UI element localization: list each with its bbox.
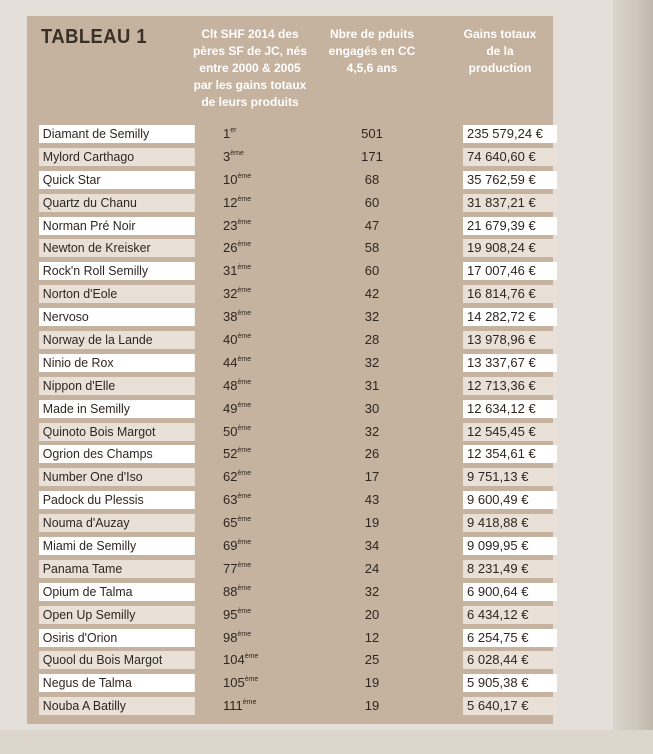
product-count: 34 [364, 538, 380, 554]
table-row [27, 421, 553, 444]
rank-number: 44 [223, 354, 238, 370]
table-row [27, 443, 553, 466]
header-rank: Clt SHF 2014 des pères SF de JC, nés entre 2000 & 2005 par les gains totaux de leurs produits [192, 27, 308, 109]
rank [223, 651, 293, 669]
table-row [27, 215, 553, 238]
horse-name: Nervoso [39, 308, 195, 326]
table-row [27, 237, 553, 260]
table-row [27, 306, 553, 329]
rank-number: 31 [223, 263, 238, 279]
rank-number: 65 [223, 515, 238, 531]
total-gains: 35 762,59 € [463, 171, 557, 189]
rank-suffix: ème [237, 333, 252, 341]
rank-number: 63 [223, 492, 238, 508]
horse-name: Ogrion des Champs [39, 445, 195, 463]
total-gains: 9 418,88 € [463, 514, 557, 532]
table-row [27, 375, 553, 398]
horse-name: Open Up Semilly [39, 606, 195, 624]
table-row [27, 695, 553, 718]
rank-suffix: er [230, 127, 237, 134]
product-count: 31 [364, 377, 380, 393]
horse-name: Made in Semilly [39, 400, 195, 418]
total-gains: 9 600,49 € [463, 491, 557, 509]
horse-name: Norman Pré Noir [39, 217, 195, 235]
product-count: 28 [364, 332, 380, 348]
page-bottom [0, 730, 653, 754]
rank-number: 50 [223, 423, 238, 439]
rank [223, 148, 293, 166]
product-count: 19 [364, 515, 380, 531]
horse-name: Quick Star [39, 171, 195, 189]
rank [223, 194, 293, 212]
rank-number: 38 [223, 309, 238, 325]
horse-name: Norway de la Lande [39, 331, 195, 349]
horse-name: Mylord Carthago [39, 148, 195, 166]
horse-name: Padock du Plessis [39, 491, 195, 509]
product-count: 20 [364, 606, 380, 622]
product-count: 32 [364, 583, 380, 599]
table-panel [27, 16, 553, 724]
rank-suffix: ème [237, 287, 252, 295]
total-gains: 5 905,38 € [463, 674, 557, 692]
rank-suffix: ème [237, 607, 252, 615]
rank-suffix: ème [237, 264, 252, 272]
rank [223, 423, 293, 441]
total-gains: 235 579,24 € [463, 125, 557, 143]
horse-name: Miami de Semilly [39, 537, 195, 555]
rank-suffix: ème [237, 195, 252, 203]
table-row [27, 260, 553, 283]
header-gains: Gains totaux de la production [463, 27, 537, 75]
rank-number: 111 [223, 698, 243, 714]
total-gains: 5 640,17 € [463, 697, 557, 715]
rank [223, 239, 293, 257]
rank-suffix: ème [244, 653, 259, 661]
rank-suffix: ème [230, 149, 244, 157]
horse-name: Quool du Bois Margot [39, 651, 195, 669]
table-row [27, 649, 553, 672]
total-gains: 13 978,96 € [463, 331, 557, 349]
rank-suffix: ème [237, 630, 252, 638]
rank [223, 629, 293, 647]
table-row [27, 283, 553, 306]
rank-suffix: ème [237, 516, 252, 524]
table-row [27, 398, 553, 421]
rank-number: 105 [223, 675, 245, 691]
rank-number: 1 [223, 126, 231, 141]
rank-suffix: ème [237, 218, 252, 226]
rank [223, 400, 293, 418]
rank [223, 491, 293, 509]
horse-name: Quartz du Chanu [39, 194, 195, 212]
rank-suffix: ème [237, 493, 252, 501]
product-count: 501 [361, 126, 383, 141]
total-gains: 12 354,61 € [463, 445, 557, 463]
total-gains: 12 634,12 € [463, 400, 557, 418]
rank-number: 104 [223, 652, 245, 668]
table-row [27, 672, 553, 695]
total-gains: 16 814,76 € [463, 285, 557, 303]
rank-number: 26 [223, 240, 238, 256]
rank-suffix: ème [237, 424, 252, 432]
total-gains: 6 900,64 € [463, 583, 557, 601]
rank [223, 583, 293, 601]
rank-number: 52 [223, 446, 238, 462]
rank-suffix: ème [237, 470, 252, 478]
rank-suffix: ème [237, 378, 252, 386]
horse-name: Panama Tame [39, 560, 195, 578]
table-row [27, 192, 553, 215]
rank-suffix: ème [237, 310, 252, 318]
rank-number: 32 [223, 286, 238, 302]
horse-name: Nippon d'Elle [39, 377, 195, 395]
rank-number: 98 [223, 629, 238, 645]
table-row [27, 581, 553, 604]
rank-suffix: ème [237, 561, 252, 569]
table-row [27, 489, 553, 512]
horse-name: Number One d'Iso [39, 468, 195, 486]
total-gains: 74 640,60 € [463, 148, 557, 166]
rank [223, 354, 293, 372]
table-row [27, 466, 553, 489]
total-gains: 12 545,45 € [463, 423, 557, 441]
product-count: 17 [364, 469, 380, 485]
product-count: 60 [364, 263, 380, 279]
total-gains: 17 007,46 € [463, 262, 557, 280]
horse-name: Newton de Kreisker [39, 239, 195, 257]
rank [223, 377, 293, 395]
page-edge [613, 0, 653, 754]
total-gains: 6 028,44 € [463, 651, 557, 669]
product-count: 24 [364, 560, 380, 576]
horse-name: Osiris d'Orion [39, 629, 195, 647]
table-body [27, 123, 553, 718]
table-row [27, 329, 553, 352]
total-gains: 6 254,75 € [463, 629, 557, 647]
rank [223, 697, 293, 715]
horse-name: Quinoto Bois Margot [39, 423, 195, 441]
rank [223, 445, 293, 463]
rank-number: 77 [223, 560, 238, 576]
product-count: 43 [364, 492, 380, 508]
rank-number: 40 [223, 332, 238, 348]
rank-number: 12 [223, 194, 238, 210]
horse-name: Nouma d'Auzay [39, 514, 195, 532]
table-title: TABLEAU 1 [41, 26, 148, 48]
rank [223, 171, 293, 189]
table-row [27, 558, 553, 581]
product-count: 19 [364, 698, 380, 714]
rank-number: 88 [223, 583, 238, 599]
rank-suffix: ème [242, 699, 257, 707]
rank [223, 674, 293, 692]
rank [223, 331, 293, 349]
table-row [27, 627, 553, 650]
total-gains: 12 713,36 € [463, 377, 557, 395]
horse-name: Opium de Talma [39, 583, 195, 601]
table-row [27, 512, 553, 535]
rank-suffix: ème [237, 584, 252, 592]
product-count: 19 [364, 675, 380, 691]
rank-number: 95 [223, 606, 238, 622]
product-count: 42 [364, 286, 380, 302]
product-count: 30 [364, 400, 380, 416]
product-count: 32 [364, 354, 380, 370]
rank [223, 285, 293, 303]
rank-number: 3 [223, 148, 231, 164]
total-gains: 6 434,12 € [463, 606, 557, 624]
product-count: 171 [361, 148, 383, 164]
horse-name: Negus de Talma [39, 674, 195, 692]
table-row [27, 123, 553, 146]
total-gains: 9 099,95 € [463, 537, 557, 555]
product-count: 25 [364, 652, 380, 668]
product-count: 12 [364, 629, 380, 645]
rank [223, 537, 293, 555]
rank [223, 560, 293, 578]
table-row [27, 535, 553, 558]
total-gains: 9 751,13 € [463, 468, 557, 486]
total-gains: 8 231,49 € [463, 560, 557, 578]
rank-number: 49 [223, 400, 238, 416]
rank [223, 606, 293, 624]
rank-suffix: ème [237, 539, 252, 547]
horse-name: Rock'n Roll Semilly [39, 262, 195, 280]
horse-name: Nouba A Batilly [39, 697, 195, 715]
table-row [27, 352, 553, 375]
table-row [27, 604, 553, 627]
rank [223, 217, 293, 235]
total-gains: 31 837,21 € [463, 194, 557, 212]
total-gains: 19 908,24 € [463, 239, 557, 257]
header-count: Nbre de pduits engagés en CC 4,5,6 ans [328, 27, 416, 75]
rank [223, 308, 293, 326]
rank [223, 262, 293, 280]
horse-name: Ninio de Rox [39, 354, 195, 372]
product-count: 32 [364, 309, 380, 325]
rank-suffix: ème [244, 676, 259, 684]
table-row [27, 146, 553, 169]
total-gains: 21 679,39 € [463, 217, 557, 235]
product-count: 68 [364, 171, 380, 187]
rank-suffix: ème [237, 401, 252, 409]
rank-suffix: ème [237, 241, 252, 249]
rank-suffix: ème [237, 172, 252, 180]
rank [223, 468, 293, 486]
rank-number: 23 [223, 217, 238, 233]
product-count: 47 [364, 217, 380, 233]
table-row [27, 169, 553, 192]
product-count: 26 [364, 446, 380, 462]
product-count: 60 [364, 194, 380, 210]
rank-suffix: ème [237, 447, 252, 455]
rank-number: 10 [223, 171, 238, 187]
total-gains: 14 282,72 € [463, 308, 557, 326]
rank-suffix: ème [237, 355, 252, 363]
rank [223, 125, 293, 143]
rank-number: 62 [223, 469, 238, 485]
rank [223, 514, 293, 532]
total-gains: 13 337,67 € [463, 354, 557, 372]
rank-number: 69 [223, 538, 238, 554]
horse-name: Diamant de Semilly [39, 125, 195, 143]
product-count: 32 [364, 423, 380, 439]
product-count: 58 [364, 240, 380, 256]
horse-name: Norton d'Eole [39, 285, 195, 303]
rank-number: 48 [223, 377, 238, 393]
